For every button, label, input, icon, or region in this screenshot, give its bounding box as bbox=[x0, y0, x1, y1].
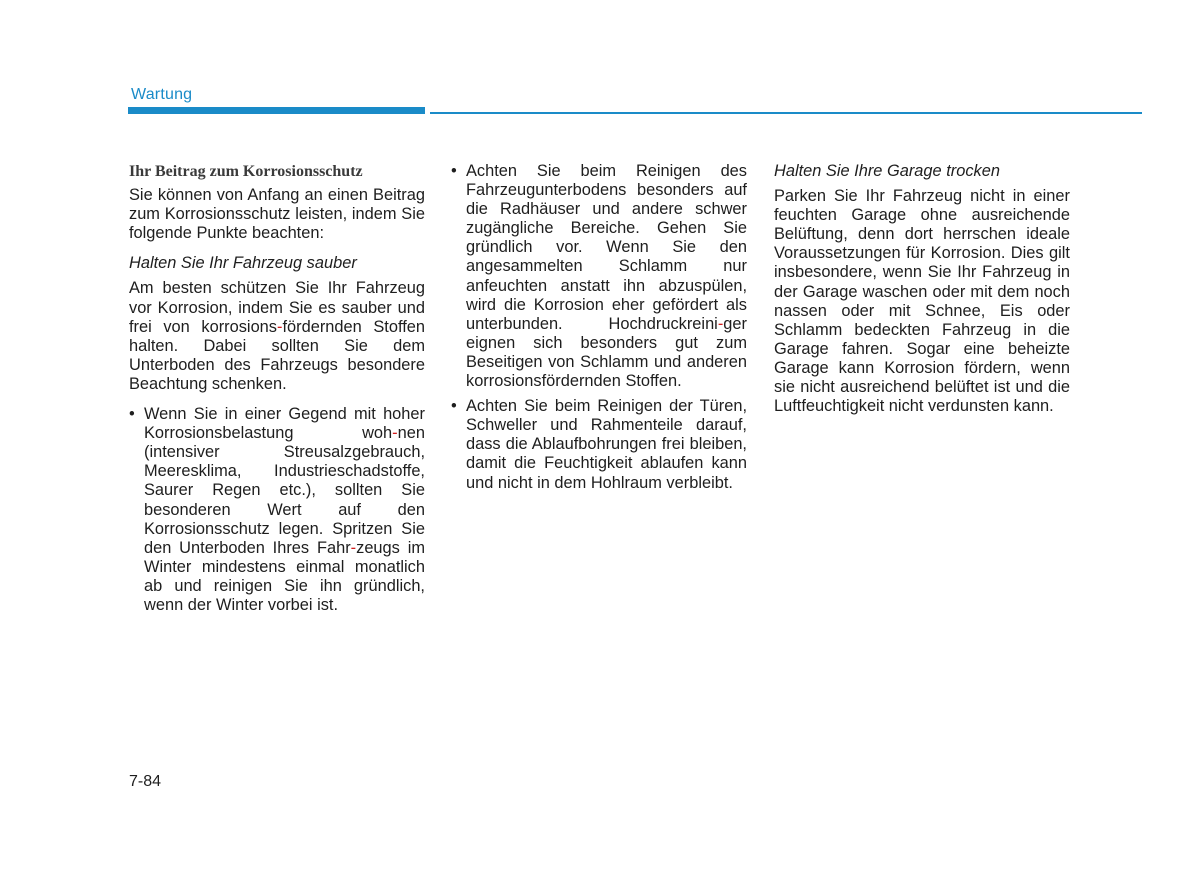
text-fragment: fördernden Stoffen halten. Dabei sollten Sie dem Unterboden des Fahrzeugs besondere Beachtung schenken. bbox=[129, 317, 425, 393]
text-fragment: zeugs im Winter mindestens einmal monatlich ab und reinigen Sie ihn gründlich, wenn der Winter vorbei ist. bbox=[144, 538, 425, 614]
hyphen-mark: - bbox=[277, 317, 283, 336]
subheading-dry-garage: Halten Sie Ihre Garage trocken bbox=[774, 162, 1000, 180]
garage-paragraph: Parken Sie Ihr Fahrzeug nicht in einer feuchten Garage ohne ausreichende Belüftung, denn dort herrschen ideale Voraussetzungen für Korrosion. Dies gilt insbesondere, wenn Sie Ihr Fahrzeug in der Garage waschen oder mit dem noch nassen oder mit Schnee, Eis oder Schlamm bedeckten Fahrzeug in die Garage fahren. Sogar eine beheizte Garage kann Korrosion fördern, wenn sie nicht ausreichend belüftet ist und die Luftfeuchtigkeit nicht verdunsten kann. bbox=[774, 187, 1070, 416]
hyphen-mark: - bbox=[717, 314, 724, 333]
clean-paragraph bbox=[129, 279, 425, 394]
header-rule-thick bbox=[128, 107, 425, 114]
list-item bbox=[129, 405, 425, 615]
section-title: Wartung bbox=[131, 86, 193, 103]
column-1 bbox=[129, 162, 425, 615]
page-number: 7-84 bbox=[129, 773, 162, 790]
list-item bbox=[451, 162, 747, 391]
hyphen-mark: - bbox=[392, 424, 398, 443]
text-fragment: Wenn Sie in einer Gegend mit hoher Korrosionsbelastung woh bbox=[144, 405, 425, 443]
text-fragment: nen (intensiver Streusalzgebrauch, Meeresklima, Industrieschadstoffe, Saurer Regen etc.), sollten Sie besonderen Wert auf den Korrosionsschutz legen. Spritzen Sie den Unterboden Ihres Fahr bbox=[144, 424, 425, 557]
subheading-keep-clean: Halten Sie Ihr Fahrzeug sauber bbox=[129, 254, 357, 273]
header-rule-thin bbox=[430, 112, 1142, 114]
text-fragment: Am besten schützen Sie Ihr Fahrzeug vor Korrosion, indem Sie es sauber und frei von korrosions bbox=[129, 279, 425, 336]
column-3 bbox=[774, 162, 1070, 416]
text-fragment: Achten Sie beim Reinigen des Fahrzeugunterbodens besonders auf die Radhäuser und andere schwer zugängliche Bereiche. Gehen Sie gründlich vor. Wenn Sie den angesammelten Schlamm nur anfeuchten anstatt ihn abzuspülen, wird die Korrosion eher gefördert als unterbunden. Hochdruckreini bbox=[466, 162, 747, 333]
heading-corrosion-protection: Ihr Beitrag zum Korrosionsschutz bbox=[129, 163, 363, 180]
intro-paragraph: Sie können von Anfang an einen Beitrag zum Korrosionsschutz leisten, indem Sie folgende Punkte beachten: bbox=[129, 186, 425, 243]
hyphen-mark: - bbox=[350, 538, 357, 557]
column-2 bbox=[451, 162, 747, 493]
list-item: • Achten Sie beim Reinigen der Türen, Schweller und Rahmenteile darauf, dass die Ablaufbohrungen frei bleiben, damit die Feuchtigkeit ablaufen kann und nicht in dem Hohlraum verbleibt. bbox=[451, 397, 747, 492]
text-fragment: ger eignen sich besonders gut zum Beseitigen von Schlamm und anderen korrosionsfördernden Stoffen. bbox=[466, 314, 747, 391]
